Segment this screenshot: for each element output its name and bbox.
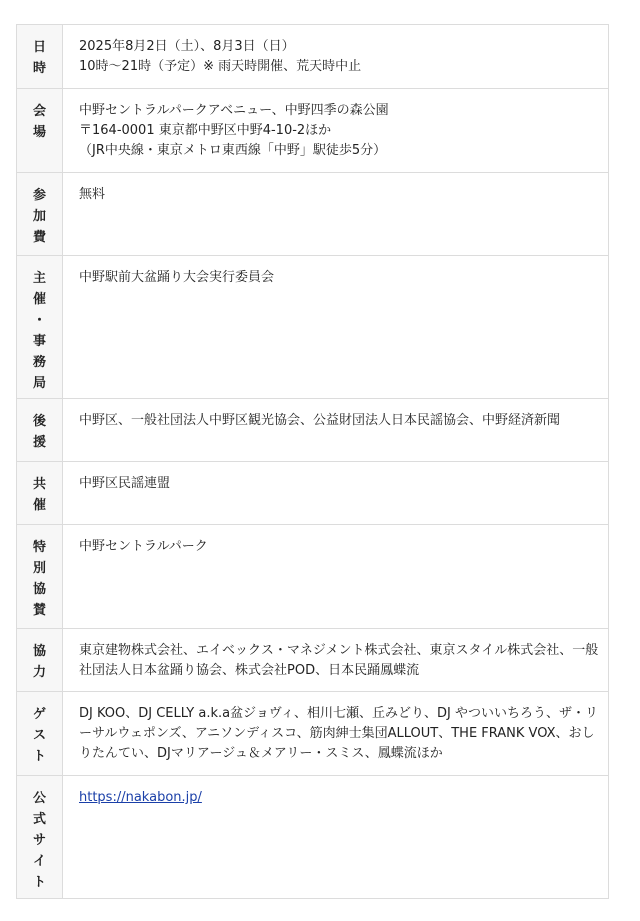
heading-char: 援 (32, 435, 46, 450)
row-content (63, 692, 609, 776)
row-official-site (17, 776, 609, 899)
heading-char: 後 (32, 414, 46, 429)
row-heading (17, 399, 63, 462)
heading-char: 事 (32, 334, 46, 349)
heading-char: イ (32, 854, 46, 869)
row-special-sponsor (17, 525, 609, 629)
heading-char: 別 (32, 561, 46, 576)
heading-char: 参 (32, 188, 46, 203)
heading-char: 費 (32, 230, 46, 245)
heading-char: 共 (32, 477, 46, 492)
heading-char: 務 (32, 355, 46, 370)
heading-char: 会 (32, 104, 46, 119)
cooperation-text-line: 東京建物株式会社、エイベックス・マネジメント株式会社、東京スタイル株式会社、一般 (79, 643, 599, 658)
heading-char: ト (32, 749, 46, 764)
venue-address: 〒164-0001 東京都中野区中野4-10-2ほか (79, 123, 332, 138)
row-venue (17, 89, 609, 173)
heading-char: 協 (32, 582, 46, 597)
heading-char: 協 (32, 644, 46, 659)
guests-text-line: ーサルウェポンズ、アニソンディスコ、筋肉紳士集団ALLOUT、THE FRANK VOX、おし (79, 726, 595, 741)
row-organizer (17, 256, 609, 399)
fee-text: 無料 (79, 187, 106, 202)
heading-char: 公 (32, 791, 46, 806)
row-guests (17, 692, 609, 776)
heading-char: ス (32, 728, 46, 743)
official-site-link[interactable]: https://nakabon.jp/ (79, 790, 202, 805)
row-heading (17, 173, 63, 256)
row-heading (17, 776, 63, 899)
heading-char: 主 (32, 271, 46, 286)
heading-char: ゲ (32, 707, 46, 722)
organizer-text: 中野駅前大盆踊り大会実行委員会 (79, 270, 275, 285)
heading-char: 局 (32, 376, 46, 391)
heading-char: 催 (32, 292, 46, 307)
guests-text-line: DJ KOO、DJ CELLY a.k.a盆ジョヴィ、相川七瀬、丘みどり、DJ やついいちろう、ザ・リ (79, 706, 599, 721)
cooperation-text-line: 社団法人日本盆踊り協会、株式会社POD、日本民踊鳳蝶流 (79, 663, 420, 678)
co-host-text: 中野区民謡連盟 (79, 476, 171, 491)
heading-char: 式 (32, 812, 46, 827)
heading-char: 賛 (32, 603, 46, 618)
heading-char: 日 (32, 40, 46, 55)
support-text: 中野区、一般社団法人中野区観光協会、公益財団法人日本民謡協会、中野経済新聞 (79, 413, 561, 428)
row-support (17, 399, 609, 462)
date-text: 2025年8月2日（土）、8月3日（日） (79, 39, 295, 54)
row-content (63, 25, 609, 89)
venue-access: （JR中央線・東京メトロ東西線「中野」駅徒歩5分） (79, 143, 387, 158)
row-content (63, 173, 609, 256)
event-info-table (16, 24, 609, 899)
heading-char: 時 (32, 61, 46, 76)
special-sponsor-text: 中野セントラルパーク (79, 539, 208, 554)
heading-char: サ (32, 833, 46, 848)
row-cooperation (17, 629, 609, 692)
row-heading (17, 462, 63, 525)
row-content (63, 399, 609, 462)
row-content (63, 462, 609, 525)
row-content (63, 89, 609, 173)
row-heading (17, 629, 63, 692)
heading-char: 催 (32, 498, 46, 513)
time-text: 10時〜21時（予定）※ 雨天時開催、荒天時中止 (79, 59, 362, 74)
row-heading (17, 89, 63, 173)
venue-name: 中野セントラルパークアベニュー、中野四季の森公園 (79, 103, 389, 118)
heading-char: 特 (32, 540, 46, 555)
row-fee (17, 173, 609, 256)
row-heading (17, 525, 63, 629)
row-content (63, 776, 609, 899)
row-heading (17, 25, 63, 89)
heading-char: 力 (32, 665, 46, 680)
row-date-time (17, 25, 609, 89)
heading-char: ト (32, 875, 46, 890)
row-content (63, 525, 609, 629)
guests-text-line: りたんてい、DJマリアージュ＆メアリー・スミス、鳳蝶流ほか (79, 746, 443, 761)
row-heading (17, 256, 63, 399)
row-content (63, 256, 609, 399)
row-content (63, 629, 609, 692)
heading-char: ・ (32, 313, 46, 328)
row-co-host (17, 462, 609, 525)
heading-char: 場 (32, 125, 46, 140)
row-heading (17, 692, 63, 776)
heading-char: 加 (32, 209, 46, 224)
